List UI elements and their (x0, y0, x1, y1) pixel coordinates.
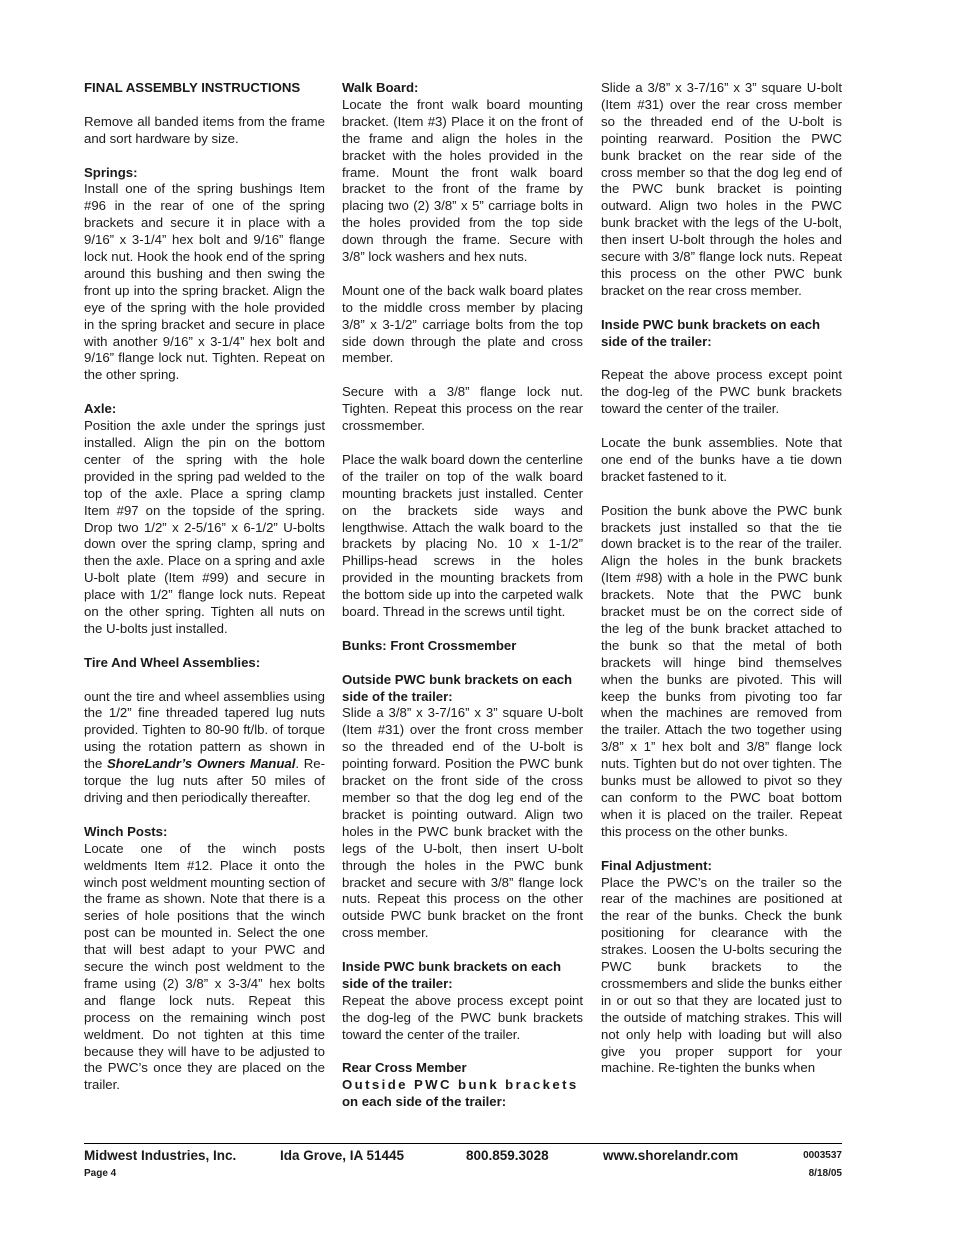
rear-outside-subheading: Outside PWC bunk brackets (342, 1077, 579, 1093)
springs-heading: Springs: (84, 164, 138, 180)
rear-outside-subheading-2: on each side of the trailer: (342, 1094, 507, 1110)
footer-date: 8/18/05 (808, 1168, 842, 1179)
final-adjustment-paragraph: Place the PWC’s on the trailer so the rear of the machines are positioned at the rear of the bunks. Check the bunk positioning for clearance with the strakes. Loosen the U-bolts securing the PWC bunk brackets to the crossmembers and slide the bunks either in or out so that they are located just to the outside of matching strakes. This will not only help with loading but will also give you proper support for your machine. Re-tighten the bunks when (601, 874, 842, 1076)
inside-brackets-heading: Inside PWC bunk brackets on each side of the trailer: (342, 959, 562, 991)
winch-heading: Winch Posts: (84, 823, 168, 839)
outside-brackets-heading: Outside PWC bunk brackets on each side of the trailer: (342, 671, 573, 704)
footer-divider (84, 1143, 842, 1144)
bunk-position-paragraph: Position the bunk above the PWC bunk brackets just installed so that the tie down bracket is to the rear of the trailer. Align the holes in the bunk brackets (Item #98) with a hole in the PWC bunk brackets. Note that the PWC bunk bracket must be on the correct side of the leg of the bunk bracket attached to the bunk so that the metal of both brackets will hinge bind themselves when the bunks are pivoted. This will keep the bunks from pivoting too far when the machines are removed from the trailer. Attach the two together using 3/8” x 1” hex bolt and 3/8” flange lock nuts. Tighten but do not over tighten. The bunks must be allowed to pivot so they can conform to the PWC boat bottom when it is placed on the trailer. Repeat this process on the other bunks. (601, 502, 842, 839)
footer-company: Midwest Industries, Inc. (84, 1148, 237, 1163)
walk-board-paragraph-1: Locate the front walk board mounting bracket. (Item #3) Place it on the front of the frame and align the holes in the bracket with the holes provided in the frame. Mount the front walk board bracket to the front of the frame by placing two (2) 3/8” x 5” carriage bolts in the holes provided from the top side down through the frame. Secure with 3/8” lock washers and hex nuts. (342, 96, 583, 265)
column-middle (342, 80, 583, 1111)
tire-text-2: . Re-torque the lug nuts after 50 miles of driving and then periodically thereafter. (84, 756, 326, 805)
tire-text-1: ount the tire and wheel assemblies using the 1/2” fine threaded tapered lug nuts provided. Tighten to 80-90 ft/lb. of torque using the rotation pattern as shown in the (84, 688, 325, 772)
rear-cross-member-heading: Rear Cross Member (342, 1060, 467, 1076)
column-left (84, 80, 325, 1111)
axle-heading: Axle: (84, 401, 117, 417)
owners-manual-ref: ShoreLandr’s Owners Manual (107, 756, 296, 772)
tire-paragraph (84, 689, 325, 807)
footer-website: www.shorelandr.com (603, 1148, 739, 1163)
bunk-assemblies-paragraph: Locate the bunk assemblies. Note that one end of the bunks have a tie down bracket fastened to it. (601, 434, 842, 484)
document-title: FINAL ASSEMBLY INSTRUCTIONS (84, 80, 301, 95)
walk-board-paragraph-4: Place the walk board down the centerline of the trailer on top of the walk board mounting brackets just installed. Center on the brackets side ways and lengthwise. Attach the walk board to the brackets by placing No. 10 x 1-1/2” Phillips-head screws in the holes provided in the mounting brackets from the bottom side up into the carpeted walk board. Thread in the screws until tight. (342, 451, 583, 620)
bunks-heading: Bunks: Front Crossmember (342, 637, 517, 653)
axle-paragraph: Position the axle under the springs just installed. Align the pin on the bottom center of the spring with the hole provided in the spring pad welded to the top of the axle. Place a spring clamp Item #97 on the topside of the spring. Drop two 1/2” x 2-5/16” x 6-1/2” U-bolts down over the spring clamp, spring and then the axle. Place on a spring and axle U-bolt plate (Item #99) and secure in place with 1/2” flange lock nuts. Repeat on the other spring. Tighten all nuts on the U-bolts just installed. (84, 418, 325, 636)
final-adjustment-heading: Final Adjustment: (601, 857, 712, 873)
walk-board-paragraph-3: Secure with a 3/8” flange lock nut. Tighten. Repeat this process on the rear crossmember. (342, 384, 583, 434)
rear-bracket-paragraph: Slide a 3/8” x 3-7/16” x 3” square U-bolt (Item #31) over the rear cross member so the threaded end of the U-bolt is pointing rearward. Position the PWC bunk bracket on the rear side of the cross member so that the dog leg end of the PWC bunk bracket is pointing outward. Align two holes in the PWC bunk bracket with the legs of the U-bolt, then insert U-bolt through the holes and secure with 3/8” flange lock nuts. Repeat this process on the other PWC bunk bracket on the rear cross member. (601, 80, 842, 298)
footer-phone: 800.859.3028 (466, 1148, 549, 1163)
walk-board-paragraph-2: Mount one of the back walk board plates to the middle cross member by placing 3/8” x 3-1/2” carriage bolts from the top side down through the plate and cross member. (342, 282, 583, 366)
walk-board-heading: Walk Board: (342, 80, 419, 95)
winch-paragraph: Locate one of the winch posts weldments Item #12. Place it onto the winch post weldment mounting section of the frame as shown. Note that there is a series of hole positions that the winch post can be mounted in. Select the one that will best adapt to your PWC and secure the winch post weldment to the frame using (2) 3/8” x 3-3/4” hex bolts and flange lock nuts. Repeat this process on the remaining winch post weldment. Do not tighten at this time because they will have to be adjusted to the PWC’s once they are placed on the trailer. (84, 840, 325, 1093)
footer-page-number: Page 4 (84, 1168, 117, 1179)
outside-brackets-paragraph: Slide a 3/8” x 3-7/16” x 3” square U-bolt (Item #31) over the front cross member so the threaded end of the U-bolt is pointing forward. Position the PWC bunk bracket on the front side of the cross member so that the dog leg end of the bracket is pointing outward. Align two holes in the PWC bunk bracket with the legs of the U-bolt, then insert U-bolt through the holes in the PWC bunk bracket and secure with 3/8” flange lock nuts. Repeat this process on the other outside PWC bunk bracket on the front cross member. (342, 705, 583, 941)
tire-heading: Tire And Wheel Assemblies: (84, 654, 261, 670)
inside-brackets-heading-rear: Inside PWC bunk brackets on each side of the trailer: (601, 316, 821, 349)
footer-doc-number: 0003537 (803, 1150, 842, 1161)
springs-paragraph: Install one of the spring bushings Item #96 in the rear of one of the spring brackets and secure it in place with a 9/16” x 3-1/4” hex bolt and 9/16” flange lock nut. Hook the hook end of the spring around this bushing and then swing the front up into the spring bracket. Align the eye of the spring with the hole provided in the spring bracket and secure in place with another 9/16” x 3-1/4” hex bolt and 9/16” flange lock nut. Tighten. Repeat on the other spring. (84, 181, 325, 383)
inside-brackets-paragraph: Repeat the above process except point the dog-leg of the PWC bunk brackets toward the center of the trailer. (342, 992, 583, 1042)
column-right (601, 80, 842, 1094)
inside-rear-paragraph: Repeat the above process except point the dog-leg of the PWC bunk brackets toward the center of the trailer. (601, 367, 842, 417)
intro-paragraph: Remove all banded items from the frame and sort hardware by size. (84, 113, 325, 146)
footer-city: Ida Grove, IA 51445 (280, 1148, 405, 1163)
